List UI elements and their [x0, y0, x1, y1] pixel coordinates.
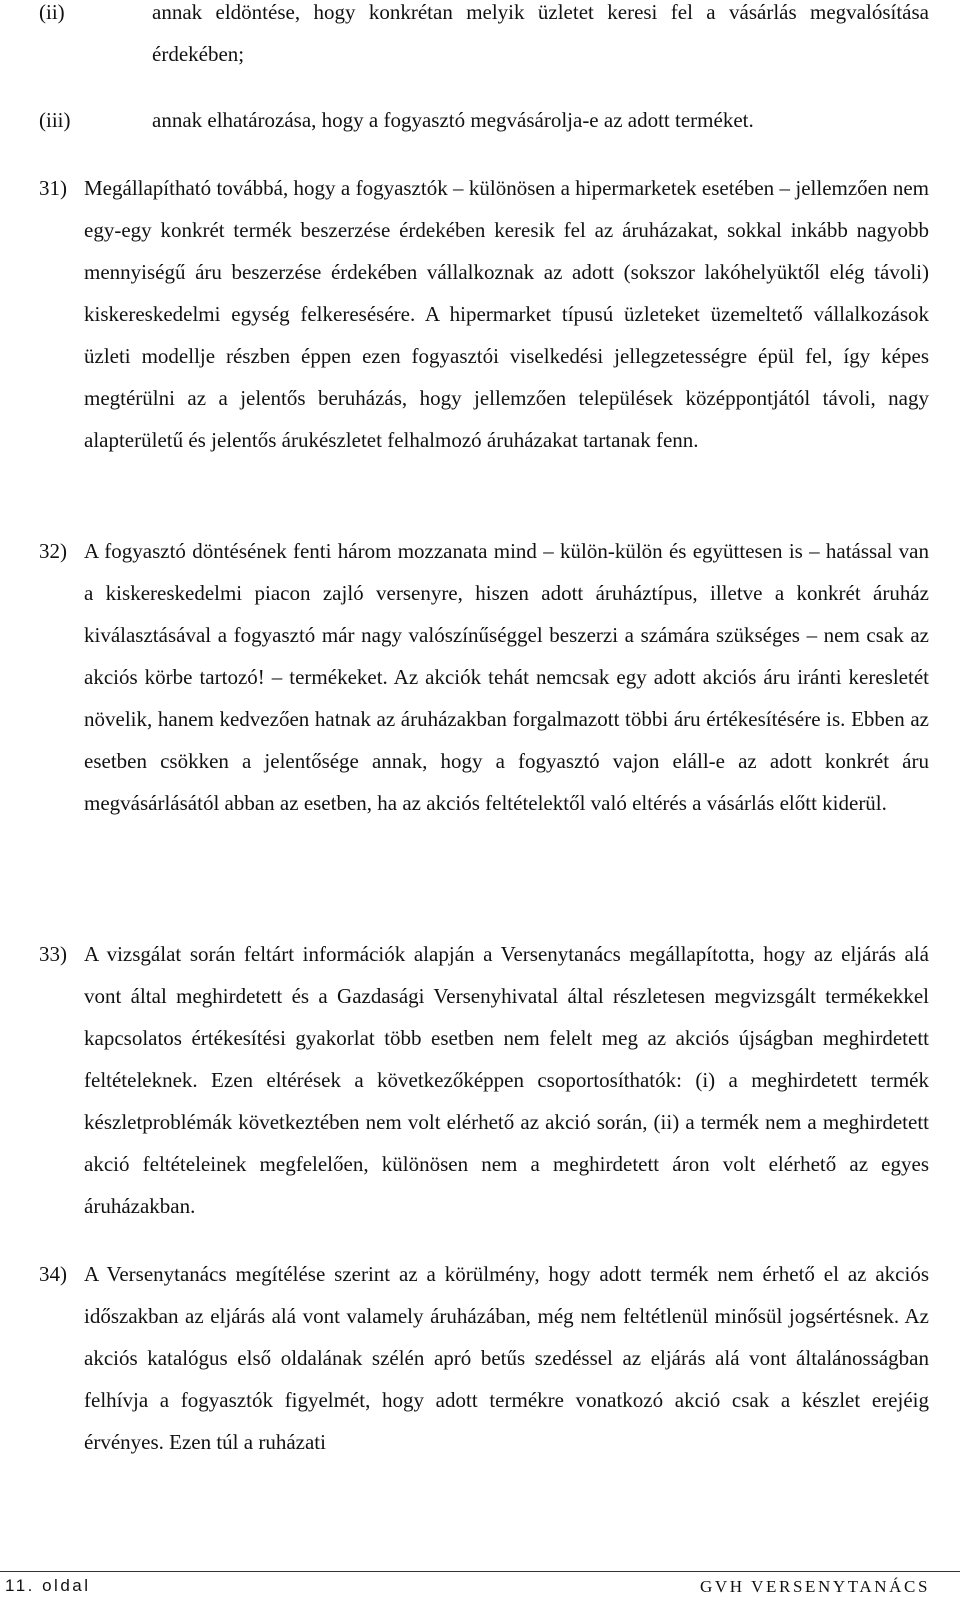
paragraph-32: [39, 539, 929, 824]
footer-organization: GVH VERSENYTANÁCS: [699, 1577, 930, 1596]
list-item-number: (iii): [39, 108, 71, 132]
list-item-text: annak eldöntése, hogy konkrétan melyik üzletet keresi fel a vásárlás megvalósítása érdekében;: [152, 0, 929, 66]
paragraph-number: 33): [39, 942, 67, 966]
paragraph-number: 34): [39, 1262, 67, 1286]
paragraph-number: 32): [39, 539, 67, 563]
list-item-text: annak elhatározása, hogy a fogyasztó megvásárolja-e az adott terméket.: [152, 108, 754, 132]
paragraph-text: A fogyasztó döntésének fenti három mozzanata mind – külön-külön és együttesen is – hatással van a kiskereskedelmi piacon zajló versenyre, hiszen adott áruháztípus, illetve a konkrét áruház kiválasztásával a fogyasztó már nagy valószínűséggel beszerzi a számára szükséges – nem csak az akciós körbe tartozó! – termékeket. Az akciók tehát nemcsak egy adott akciós áru iránti keresletét növelik, hanem kedvezően hatnak az áruházakban forgalmazott többi áru értékesítésére is. Ebben az esetben csökken a jelentősége annak, hogy a fogyasztó vajon eláll-e az adott konkrét áru megvásárlásától abban az esetben, ha az akciós feltételektől való eltérés a vásárlás előtt kiderül.: [84, 539, 929, 815]
paragraph-31: [39, 176, 929, 461]
paragraph-text: Megállapítható továbbá, hogy a fogyasztók – különösen a hipermarketek esetében – jellemzően nem egy-egy konkrét termék beszerzése érdekében keresik fel az áruházakat, sokkal inkább nagyobb mennyiségű áru beszerzése érdekében vállalkoznak az adott (sokszor lakóhelyüktől elég távoli) kiskereskedelmi egység felkeresésére. A hipermarket típusú üzleteket üzemeltető vállalkozások üzleti modellje részben éppen ezen fogyasztói viselkedési jellegzetességre épül fel, így képes megtérülni az a jelentős beruházás, hogy jellemzően települések középpontjától távoli, nagy alapterületű és jelentős árukészletet felhalmozó áruházakat tartanak fenn.: [84, 176, 929, 452]
paragraph-34: [39, 1262, 929, 1463]
page-number: 11. oldal: [5, 1576, 91, 1595]
footer-divider: [0, 1571, 960, 1572]
paragraph-number: 31): [39, 176, 67, 200]
list-item-number: (ii): [39, 0, 65, 24]
paragraph-33: [39, 942, 929, 1227]
paragraph-text: A vizsgálat során feltárt információk alapján a Versenytanács megállapította, hogy az eljárás alá vont által meghirdetett és a Gazdasági Versenyhivatal által részletesen megvizsgált termékekkel kapcsolatos értékesítési gyakorlat több esetben nem felelt meg az akciós újságban meghirdetett feltételeknek. Ezen eltérések a következőképpen csoportosíthatók: (i) a meghirdetett termék készletproblémák következtében nem volt elérhető az akció során, (ii) a termék nem a meghirdetett akció feltételeinek megfelelően, különösen nem a meghirdetett áron volt elérhető az egyes áruházakban.: [84, 942, 929, 1218]
paragraph-text: A Versenytanács megítélése szerint az a körülmény, hogy adott termék nem érhető el az akciós időszakban az eljárás alá vont valamely áruházában, még nem feltétlenül minősül jogsértésnek. Az akciós katalógus első oldalának szélén apró betűs szedéssel az eljárás alá vont általánosságban felhívja a fogyasztók figyelmét, hogy adott termékre vonatkozó akció csak a készlet erejéig érvényes. Ezen túl a ruházati: [84, 1262, 929, 1454]
